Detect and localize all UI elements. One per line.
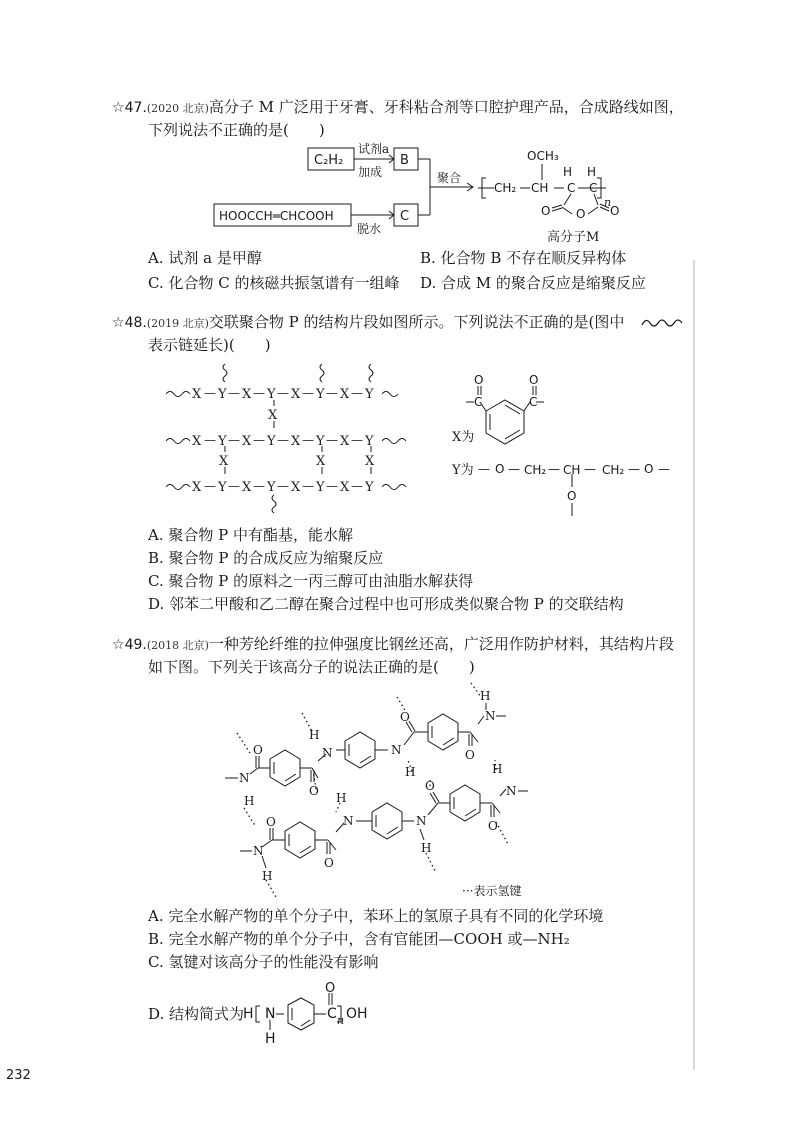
q48-x-c2: C (529, 395, 538, 409)
q48-option-a[interactable]: A. 聚合物 P 中有酯基，能水解 (148, 526, 353, 544)
q49-o-8: O (488, 819, 498, 833)
q47-option-d[interactable]: D. 合成 M 的聚合反应是缩聚反应 (420, 274, 646, 292)
q48-r2-y3: Y (316, 434, 325, 449)
q48-x-is-label: X为 (452, 430, 475, 445)
q48-dash: — (326, 433, 338, 447)
q48-link-x-left: X (219, 454, 229, 469)
q49-o-3: O (400, 710, 410, 724)
q48-star: ☆ (112, 315, 125, 331)
q49-h-3: H (405, 765, 416, 779)
q49-star: ☆ (112, 637, 125, 653)
q49-option-c[interactable]: C. 氢键对该高分子的性能没有影响 (148, 953, 379, 971)
q48-r1-x4: X (340, 387, 350, 402)
q49-n-5: N (253, 844, 264, 858)
q48-dash: — (204, 386, 216, 400)
q48-link-x-top: X (268, 408, 278, 423)
q48-y-is-label: Y为 (452, 463, 474, 478)
q49-option-a[interactable]: A. 完全水解产物的单个分子中，苯环上的氢原子具有不同的化学环境 (148, 907, 604, 925)
q49-source: (2018 北京) (146, 639, 209, 652)
q48-y-ch2-a: CH₂ (524, 463, 547, 477)
q47-maleic-acid: HOOCCH═CHCOOH (219, 209, 334, 223)
q48-y-dash: — (548, 462, 560, 476)
q48-dash: — (302, 479, 314, 493)
q48-r1-y1: Y (218, 387, 227, 402)
q48-r3-y2: Y (267, 480, 276, 495)
q47-b: B (400, 153, 409, 168)
q49-n-2: N (322, 746, 333, 760)
q48-dash: — (277, 433, 289, 447)
q48-r2-y2: Y (267, 434, 276, 449)
page-gutter-line (693, 260, 695, 1070)
q49-n-3: N (391, 743, 402, 757)
page-number: 232 (6, 1068, 31, 1083)
q48-dash: — (302, 386, 314, 400)
q48-stem-line2: 表示链延长)( ) (148, 336, 271, 354)
q49-option-d-h-below: H (265, 1031, 276, 1047)
q48-dash: — (228, 386, 240, 400)
q48-x-c1: C (474, 395, 483, 409)
q48-r3-y1: Y (218, 480, 227, 495)
q49-o-5: O (266, 815, 276, 829)
q47-c: C (400, 209, 410, 224)
q48-option-c[interactable]: C. 聚合物 P 的原料之一丙三醇可由油脂水解获得 (148, 572, 474, 590)
q48-r2-y4: Y (365, 434, 374, 449)
q47-polymer-label: 高分子M (547, 230, 600, 245)
q49-n-8: N (506, 784, 517, 798)
q47-option-a[interactable]: A. 试剂 a 是甲醇 (148, 249, 262, 267)
q48-r2-x3: X (291, 434, 301, 449)
q49-h-2: H (309, 728, 320, 742)
q48-number: 48. (124, 315, 147, 331)
q48-source: (2019 北京) (146, 317, 209, 330)
q48-r1-x1: X (192, 387, 202, 402)
q48-r3-y4: Y (365, 480, 374, 495)
q49-number: 49. (124, 637, 147, 653)
q48-dash: — (351, 386, 363, 400)
q49-option-d-oh: OH (346, 1006, 368, 1022)
q48-y-o3: O (567, 489, 577, 503)
q49-o-4: O (465, 748, 475, 762)
q47-carbonyl-o1: O (541, 204, 551, 218)
q49-option-d-n-sub: n (337, 1014, 345, 1027)
q48-r1-y4: Y (365, 387, 374, 402)
q49-stem-line2: 如下图。下列关于该高分子的说法正确的是( ) (148, 658, 475, 676)
q48-r2-x4: X (340, 434, 350, 449)
q48-r2-x1: X (192, 434, 202, 449)
q49-n-6: N (343, 814, 354, 828)
q48-dash: — (326, 479, 338, 493)
q48-x-carbonyl-o1: O (474, 373, 484, 387)
q49-option-b[interactable]: B. 完全水解产物的单个分子中，含有官能团—COOH 或—NH₂ (148, 930, 570, 948)
q47-reagent-label: 试剂a (358, 142, 390, 156)
q49-stem-line1: 一种芳纶纤维的拉伸强度比钢丝还高，广泛用作防护材料，其结构片段 (208, 635, 674, 653)
q49-h-4: H (480, 689, 491, 703)
q49-h-6: H (336, 791, 347, 805)
q47-h1: H (563, 165, 573, 179)
q48-r3-x2: X (242, 480, 252, 495)
q48-dash: — (253, 386, 265, 400)
q49-option-d-o: O (325, 981, 336, 996)
q47-addition-label: 加成 (358, 165, 383, 179)
q48-y-dash: — (584, 462, 596, 476)
q49-option-d-prefix: D. 结构简式为 (148, 1005, 245, 1023)
q49-n-7: N (416, 814, 427, 828)
q47-source: (2020 北京) (146, 102, 209, 115)
q49-option-d-c: C (327, 1006, 337, 1022)
q48-r2-x2: X (242, 434, 252, 449)
q49-h-8: H (492, 762, 503, 776)
q48-y-dash: — (508, 462, 520, 476)
q49-n-1: N (239, 771, 250, 785)
q48-option-b[interactable]: B. 聚合物 P 的合成反应为缩聚反应 (148, 549, 384, 567)
q49-h-5: H (262, 869, 273, 883)
q47-number: 47. (124, 100, 147, 116)
q47-option-c[interactable]: C. 化合物 C 的核磁共振氢谱有一组峰 (148, 274, 400, 292)
q48-dash: — (277, 479, 289, 493)
q48-dash: — (277, 386, 289, 400)
q47-och3: OCH₃ (527, 149, 559, 163)
q48-stem-line1: 交联聚合物 P 的结构片段如图所示。下列说法不正确的是(图中 (208, 313, 625, 331)
q48-r1-x3: X (291, 387, 301, 402)
q49-option-d-n: N (265, 1006, 276, 1022)
q48-link-x-mid: X (316, 454, 326, 469)
q48-y-o1: O (495, 462, 505, 476)
q48-r3-x1: X (192, 480, 202, 495)
q47-carbonyl-o2: O (610, 204, 620, 218)
q48-option-d[interactable]: D. 邻苯二甲酸和乙二醇在聚合过程中也可形成类似聚合物 P 的交联结构 (148, 595, 624, 613)
q48-r1-x2: X (242, 387, 252, 402)
q48-y-ch: CH (563, 463, 581, 477)
q48-r3-y3: Y (316, 480, 325, 495)
q48-y-o2: O (644, 462, 654, 476)
q47-stem-line1: 高分子 M 广泛用于牙膏、牙科粘合剂等口腔护理产品，合成路线如图， (208, 98, 684, 116)
q49-option-d-h: H (243, 1006, 254, 1022)
q48-link-x-right: X (365, 454, 375, 469)
q48-r1-y3: Y (316, 387, 325, 402)
q47-ch: CH (531, 181, 549, 195)
q48-dash: — (253, 479, 265, 493)
q47-c2h2: C₂H₂ (314, 153, 344, 168)
q48-y-dash: — (478, 462, 490, 476)
q47-h2: H (587, 165, 597, 179)
q47-ch2: CH₂ (494, 181, 517, 195)
q49-option-d[interactable] (148, 978, 408, 1048)
q48-dash: — (228, 479, 240, 493)
q49-hbond-legend: ···表示氢键 (462, 884, 522, 898)
q47-c-atom-2: C (589, 181, 598, 195)
q48-dash: — (204, 479, 216, 493)
q49-o-1: O (253, 743, 263, 757)
q48-y-dash: — (658, 462, 670, 476)
q48-dash: — (351, 479, 363, 493)
q47-polymerize-label: 聚合 (437, 171, 462, 185)
q49-n-4: N (485, 709, 496, 723)
q49-o-2: O (309, 784, 319, 798)
q48-dash: — (204, 433, 216, 447)
q47-stem-line2: 下列说法不正确的是( ) (148, 121, 325, 139)
q47-star: ☆ (112, 100, 125, 116)
q49-o-6: O (324, 856, 334, 870)
q48-r1-y2: Y (267, 387, 276, 402)
q48-dash: — (326, 386, 338, 400)
q47-n-subscript: n (604, 196, 612, 209)
q48-dash: — (228, 433, 240, 447)
q48-y-dash: — (628, 462, 640, 476)
q48-dash: — (302, 433, 314, 447)
q48-r3-x3: X (291, 480, 301, 495)
q48-y-ch2-b: CH₂ (602, 463, 625, 477)
q48-r2-y1: Y (218, 434, 227, 449)
q47-c-atom-1: C (567, 181, 576, 195)
q49-o-7: O (425, 779, 435, 793)
q48-dash: — (351, 433, 363, 447)
q47-ring-o: O (576, 207, 586, 221)
q48-x-carbonyl-o2: O (529, 373, 539, 387)
q48-r3-x4: X (340, 480, 350, 495)
q49-h-7: H (421, 841, 432, 855)
q47-dehydrate-label: 脱水 (357, 222, 382, 236)
q49-h-1: H (244, 794, 255, 808)
q48-dash: — (253, 433, 265, 447)
q47-option-b[interactable]: B. 化合物 B 不存在顺反异构体 (420, 249, 627, 267)
